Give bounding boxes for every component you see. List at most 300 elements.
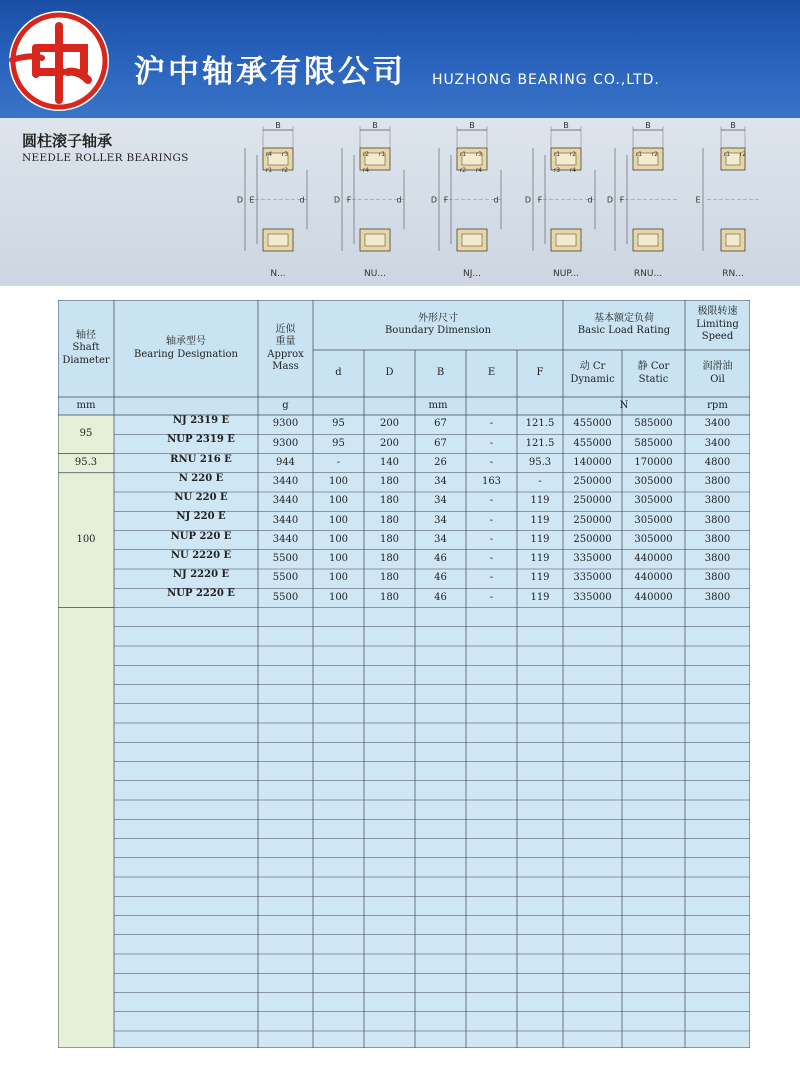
table-cell-designation-text: NJ 220 E bbox=[176, 511, 226, 523]
table-cell-speed-text: 3800 bbox=[704, 476, 731, 488]
section-title-en: NEEDLE ROLLER BEARINGS bbox=[22, 152, 189, 164]
header-static-text: 静 Cor bbox=[637, 361, 670, 372]
header-oil-text: 润滑油 bbox=[702, 361, 733, 372]
table-cell-cor bbox=[622, 434, 685, 453]
company-logo-icon bbox=[6, 8, 112, 114]
table-cell-D-text: 140 bbox=[379, 456, 400, 468]
table-cell-E-text: - bbox=[489, 495, 494, 507]
radius-label: r3 bbox=[553, 167, 561, 174]
table-cell-cr-text: 335000 bbox=[573, 591, 612, 603]
dimension-label: F bbox=[619, 195, 625, 205]
table-cell-designation-text: NUP 2220 E bbox=[167, 588, 235, 600]
table-cell-cr bbox=[563, 473, 622, 492]
table-cell-F-text: 119 bbox=[530, 514, 550, 526]
diagram-2 bbox=[334, 121, 404, 279]
company-name-cn: 沪中轴承有限公司 bbox=[134, 54, 406, 90]
table-cell-F bbox=[517, 454, 563, 473]
radius-label: r2 bbox=[362, 151, 370, 158]
table-cell-E bbox=[466, 531, 517, 550]
table-cell-designation-text: RNU 216 E bbox=[170, 453, 232, 465]
table-cell-cor-text: 440000 bbox=[634, 591, 673, 603]
radius-label: r2 bbox=[739, 151, 747, 158]
header-dim-D-text: D bbox=[385, 367, 394, 379]
table-cell-cr-text: 335000 bbox=[573, 572, 612, 584]
table-cell-designation bbox=[114, 511, 258, 530]
table-cell-cor bbox=[622, 473, 685, 492]
header-designation-text: Bearing Designation bbox=[134, 348, 238, 360]
header-shaft-text: Shaft bbox=[72, 342, 100, 354]
table-cell-mass bbox=[258, 569, 313, 588]
table-cell-B bbox=[415, 415, 466, 434]
table-cell-E bbox=[466, 434, 517, 453]
table-cell-B bbox=[415, 531, 466, 550]
header-load-text: Basic Load Rating bbox=[577, 325, 671, 336]
radius-label: r3 bbox=[281, 151, 289, 158]
table-cell-d bbox=[313, 511, 364, 530]
table-cell-mass-text: 3440 bbox=[272, 476, 299, 488]
header-dynamic-text: Dynamic bbox=[570, 373, 615, 385]
table-cell-cr-text: 455000 bbox=[573, 437, 612, 449]
table-cell-D-text: 180 bbox=[379, 514, 400, 526]
table-cell-D-text: 180 bbox=[379, 591, 400, 603]
dimension-label: d bbox=[493, 195, 499, 205]
header-oil-text: Oil bbox=[710, 373, 725, 385]
unit-mass bbox=[258, 397, 313, 415]
table-cell-B bbox=[415, 588, 466, 607]
table-cell-designation bbox=[114, 492, 258, 511]
table-cell-cor bbox=[622, 415, 685, 434]
radius-label: r1 bbox=[635, 151, 643, 158]
table-cell-E-text: 163 bbox=[481, 476, 502, 488]
header-speed-text: Speed bbox=[701, 331, 734, 343]
table-cell-B-text: 46 bbox=[434, 553, 447, 565]
table-cell-B bbox=[415, 511, 466, 530]
table-cell-F bbox=[517, 434, 563, 453]
table-cell-cr bbox=[563, 454, 622, 473]
table-cell-cr-text: 455000 bbox=[573, 418, 612, 430]
header-speed-text: 极限转速 bbox=[697, 306, 738, 318]
table-cell-F bbox=[517, 473, 563, 492]
radius-label: r1 bbox=[265, 167, 273, 174]
diagram-band bbox=[0, 118, 800, 286]
dimension-label: B bbox=[730, 121, 736, 130]
table-cell-D-text: 180 bbox=[379, 495, 400, 507]
table-cell-cor bbox=[622, 531, 685, 550]
header-dim-d bbox=[313, 350, 364, 397]
dimension-label: D bbox=[430, 195, 438, 205]
diagram-6 bbox=[695, 121, 759, 279]
table-cell-designation bbox=[114, 415, 258, 434]
radius-label: r1 bbox=[378, 151, 386, 158]
table-cell-designation bbox=[114, 569, 258, 588]
dimension-label: d bbox=[396, 195, 402, 205]
table-cell-speed-text: 4800 bbox=[704, 456, 731, 468]
table-cell-F bbox=[517, 588, 563, 607]
table-cell-E-text: - bbox=[489, 418, 494, 430]
table-cell-mass bbox=[258, 511, 313, 530]
table-cell-B-text: 46 bbox=[434, 572, 447, 584]
table-cell-B bbox=[415, 454, 466, 473]
header-mass-text: Approx bbox=[267, 348, 304, 360]
table-cell-B-text: 34 bbox=[434, 495, 447, 507]
table-cell-cor bbox=[622, 569, 685, 588]
bearing-table bbox=[58, 300, 750, 1048]
header-mass-text: 重量 bbox=[275, 336, 296, 347]
table-cell-d-text: 95 bbox=[332, 418, 345, 430]
table-cell-B-text: 46 bbox=[434, 591, 447, 603]
table-cell-cor-text: 440000 bbox=[634, 553, 673, 565]
table-cell-mass-text: 5500 bbox=[272, 572, 299, 584]
table-cell-cor-text: 305000 bbox=[634, 514, 673, 526]
radius-label: r2 bbox=[281, 167, 289, 174]
unit-dims bbox=[313, 397, 563, 415]
dimension-label: E bbox=[249, 195, 255, 205]
table-cell-cr-text: 250000 bbox=[573, 476, 612, 488]
table-cell-B bbox=[415, 434, 466, 453]
table-cell-D-text: 180 bbox=[379, 572, 400, 584]
table-cell-F bbox=[517, 550, 563, 569]
table-cell-speed bbox=[685, 454, 750, 473]
diagram-label: RNU... bbox=[633, 269, 663, 279]
table-cell-B bbox=[415, 492, 466, 511]
table-cell-cr bbox=[563, 492, 622, 511]
table-cell-B-text: 34 bbox=[434, 476, 447, 488]
table-cell-E-text: - bbox=[489, 553, 494, 565]
table-cell-d bbox=[313, 473, 364, 492]
header-shaft bbox=[58, 300, 114, 397]
header-boundary-text: 外形尺寸 bbox=[418, 312, 458, 324]
table-cell-speed bbox=[685, 415, 750, 434]
table-cell-mass bbox=[258, 550, 313, 569]
header-dim-F-text: F bbox=[536, 367, 544, 379]
table-cell-d-text: 100 bbox=[328, 572, 349, 584]
header-dim-B-text: B bbox=[436, 367, 445, 379]
table-cell-cr bbox=[563, 588, 622, 607]
table-cell-cor-text: 305000 bbox=[634, 495, 673, 507]
table-cell-B bbox=[415, 473, 466, 492]
table-cell-d-text: - bbox=[336, 456, 341, 468]
table-cell-d bbox=[313, 434, 364, 453]
radius-label: r2 bbox=[651, 151, 659, 158]
table-cell-E-text: - bbox=[489, 514, 494, 526]
header-shaft-text: 轴径 bbox=[76, 329, 96, 341]
table-cell-E bbox=[466, 454, 517, 473]
header-shaft-text: Diameter bbox=[62, 354, 110, 366]
table-cell-speed bbox=[685, 550, 750, 569]
table-cell-mass-text: 3440 bbox=[272, 495, 299, 507]
radius-label: r3 bbox=[475, 151, 483, 158]
table-cell-E-text: - bbox=[489, 456, 494, 468]
table-cell-speed-text: 3400 bbox=[704, 418, 731, 430]
table-cell-E-text: - bbox=[489, 572, 494, 584]
shaft-diameter-cell bbox=[58, 415, 114, 454]
header-mass bbox=[258, 300, 313, 397]
table-cell-cor-text: 170000 bbox=[634, 456, 673, 468]
table-cell-d-text: 100 bbox=[328, 495, 349, 507]
table-cell-speed bbox=[685, 434, 750, 453]
dimension-label: B bbox=[645, 121, 651, 130]
unit-load-text: N bbox=[619, 399, 629, 411]
table-cell-F-text: 119 bbox=[530, 572, 550, 584]
table-cell-cor-text: 305000 bbox=[634, 476, 673, 488]
table-cell-designation bbox=[114, 434, 258, 453]
header-dynamic-text: 动 Cr bbox=[579, 361, 606, 372]
table-cell-speed-text: 3800 bbox=[704, 572, 731, 584]
unit-shaft bbox=[58, 397, 114, 415]
shaft-diameter-cell bbox=[58, 473, 114, 608]
diagram-label: NUP... bbox=[553, 269, 579, 279]
table-cell-mass bbox=[258, 588, 313, 607]
table-cell-F-text: 119 bbox=[530, 591, 550, 603]
table-cell-d-text: 100 bbox=[328, 553, 349, 565]
table-cell-designation bbox=[114, 531, 258, 550]
table-cell-d bbox=[313, 415, 364, 434]
table-cell-F bbox=[517, 511, 563, 530]
table-cell-mass bbox=[258, 473, 313, 492]
table-cell-D bbox=[364, 588, 415, 607]
header-load bbox=[563, 300, 685, 350]
radius-label: r4 bbox=[475, 167, 483, 174]
table-cell-speed-text: 3800 bbox=[704, 514, 731, 526]
table-cell-speed-text: 3800 bbox=[704, 591, 731, 603]
header-designation-text: 轴承型号 bbox=[166, 336, 206, 347]
header-dynamic bbox=[563, 350, 622, 397]
table-cell-cor-text: 585000 bbox=[634, 418, 673, 430]
table-cell-F-text: 121.5 bbox=[525, 437, 555, 449]
unit-mass-text: g bbox=[282, 399, 289, 411]
dimension-label: D bbox=[236, 195, 244, 205]
dimension-label: D bbox=[606, 195, 614, 205]
dimension-label: D bbox=[333, 195, 341, 205]
table-cell-F-text: 121.5 bbox=[525, 418, 555, 430]
table-cell-D bbox=[364, 434, 415, 453]
dimension-label: D bbox=[524, 195, 532, 205]
table-cell-mass-text: 9300 bbox=[272, 418, 299, 430]
table-cell-designation-text: NU 2220 E bbox=[170, 549, 232, 561]
diagram-label: RN... bbox=[722, 269, 744, 279]
section-title-cn: 圆柱滚子轴承 bbox=[22, 132, 113, 150]
shaft-diameter-cell-text: 95 bbox=[79, 428, 93, 439]
table-cell-d-text: 100 bbox=[328, 591, 349, 603]
header-dim-E-text: E bbox=[487, 367, 496, 379]
table-cell-cr-text: 250000 bbox=[573, 495, 612, 507]
header-oil bbox=[685, 350, 750, 397]
table-cell-F bbox=[517, 415, 563, 434]
table-cell-mass bbox=[258, 454, 313, 473]
table-cell-F bbox=[517, 492, 563, 511]
table-cell-designation-text: NJ 2319 E bbox=[172, 415, 230, 426]
table-cell-D bbox=[364, 473, 415, 492]
table-cell-E-text: - bbox=[489, 437, 494, 449]
radius-label: r1 bbox=[553, 151, 561, 158]
shaft-diameter-cell-text: 100 bbox=[76, 533, 96, 545]
table-cell-cr bbox=[563, 434, 622, 453]
table-cell-speed-text: 3400 bbox=[704, 437, 731, 449]
header-load-text: 基本额定负荷 bbox=[594, 312, 654, 324]
table-cell-designation-text: N 220 E bbox=[178, 472, 224, 484]
table-cell-cor-text: 585000 bbox=[634, 437, 673, 449]
table-cell-cr bbox=[563, 550, 622, 569]
table-cell-cr bbox=[563, 569, 622, 588]
dimension-label: E bbox=[695, 195, 701, 205]
table-cell-D bbox=[364, 415, 415, 434]
table-cell-cor bbox=[622, 511, 685, 530]
table-cell-speed-text: 3800 bbox=[704, 495, 731, 507]
table-cell-cor bbox=[622, 492, 685, 511]
table-cell-D-text: 200 bbox=[379, 418, 400, 430]
diagram-label: NU... bbox=[364, 269, 386, 279]
table-cell-B bbox=[415, 569, 466, 588]
table-cell-designation bbox=[114, 550, 258, 569]
table-cell-E-text: - bbox=[489, 591, 494, 603]
table-cell-d-text: 100 bbox=[328, 476, 349, 488]
table-cell-D bbox=[364, 550, 415, 569]
table-cell-mass bbox=[258, 415, 313, 434]
table-cell-E-text: - bbox=[489, 533, 494, 545]
table-cell-cr bbox=[563, 531, 622, 550]
header-dim-F bbox=[517, 350, 563, 397]
header-mass-text: 近似 bbox=[275, 323, 296, 335]
table-cell-cor-text: 440000 bbox=[634, 572, 673, 584]
table-cell-F-text: 119 bbox=[530, 553, 550, 565]
table-cell-d bbox=[313, 454, 364, 473]
diagram-4 bbox=[525, 121, 595, 279]
table-cell-F-text: 119 bbox=[530, 533, 550, 545]
unit-dims-text: mm bbox=[428, 399, 448, 411]
table-cell-F bbox=[517, 531, 563, 550]
table-cell-designation-text: NUP 220 E bbox=[170, 530, 232, 542]
dimension-label: d bbox=[587, 195, 593, 205]
table-cell-D bbox=[364, 492, 415, 511]
unit-shaft-text: mm bbox=[76, 399, 96, 411]
table-cell-cr-text: 140000 bbox=[573, 456, 612, 468]
table-cell-speed bbox=[685, 588, 750, 607]
dimension-label: F bbox=[537, 195, 543, 205]
table-cell-designation bbox=[114, 473, 258, 492]
dimension-label: F bbox=[443, 195, 449, 205]
table-cell-cor-text: 305000 bbox=[634, 533, 673, 545]
table-cell-E bbox=[466, 492, 517, 511]
table-cell-d bbox=[313, 492, 364, 511]
table-cell-D bbox=[364, 454, 415, 473]
dimension-label: B bbox=[469, 121, 475, 130]
table-cell-mass-text: 3440 bbox=[272, 514, 299, 526]
table-cell-mass-text: 944 bbox=[275, 456, 296, 468]
table-cell-mass-text: 9300 bbox=[272, 437, 299, 449]
radius-label: r4 bbox=[569, 167, 577, 174]
table-cell-F-text: 95.3 bbox=[528, 456, 552, 468]
header-speed bbox=[685, 300, 750, 350]
table-cell-mass bbox=[258, 492, 313, 511]
diagram-1 bbox=[237, 121, 307, 279]
table-cell-d bbox=[313, 569, 364, 588]
table-cell-E bbox=[466, 473, 517, 492]
header-boundary bbox=[313, 300, 563, 350]
table-cell-D bbox=[364, 531, 415, 550]
table-cell-d-text: 95 bbox=[332, 437, 345, 449]
header-dim-B bbox=[415, 350, 466, 397]
header-dim-d-text: d bbox=[335, 367, 342, 379]
table-cell-speed bbox=[685, 492, 750, 511]
header-dim-D bbox=[364, 350, 415, 397]
table-cell-speed bbox=[685, 511, 750, 530]
table-cell-speed bbox=[685, 473, 750, 492]
table-cell-B-text: 34 bbox=[434, 514, 447, 526]
table-cell-D-text: 180 bbox=[379, 553, 400, 565]
table-cell-cor bbox=[622, 454, 685, 473]
diagram-label: N... bbox=[270, 269, 286, 279]
radius-label: r4 bbox=[265, 151, 273, 158]
table-cell-cr-text: 335000 bbox=[573, 553, 612, 565]
unit-load bbox=[563, 397, 685, 415]
table-cell-E bbox=[466, 415, 517, 434]
table-cell-D-text: 180 bbox=[379, 476, 400, 488]
table-cell-E bbox=[466, 588, 517, 607]
table-cell-cr-text: 250000 bbox=[573, 533, 612, 545]
dimension-label: B bbox=[275, 121, 281, 130]
table-cell-B-text: 34 bbox=[434, 533, 447, 545]
header-speed-text: Limiting bbox=[696, 318, 739, 330]
header-boundary-text: Boundary Dimension bbox=[384, 325, 492, 336]
table-cell-F bbox=[517, 569, 563, 588]
shaft-diameter-cell-text: 95.3 bbox=[74, 456, 98, 468]
table-cell-d bbox=[313, 588, 364, 607]
header-static bbox=[622, 350, 685, 397]
table-cell-d bbox=[313, 531, 364, 550]
table-cell-mass bbox=[258, 434, 313, 453]
table-cell-D-text: 200 bbox=[379, 437, 400, 449]
radius-label: r1 bbox=[723, 151, 731, 158]
dimension-label: B bbox=[563, 121, 569, 130]
radius-label: r1 bbox=[459, 151, 467, 158]
table-cell-E bbox=[466, 550, 517, 569]
table-cell-B-text: 67 bbox=[434, 418, 447, 430]
table-cell-d bbox=[313, 550, 364, 569]
radius-label: r2 bbox=[569, 151, 577, 158]
table-cell-speed-text: 3800 bbox=[704, 533, 731, 545]
table-cell-B-text: 26 bbox=[434, 456, 447, 468]
table-cell-mass-text: 5500 bbox=[272, 553, 299, 565]
table-cell-speed-text: 3800 bbox=[704, 553, 731, 565]
header-designation bbox=[114, 300, 258, 397]
shaft-diameter-cell bbox=[58, 454, 114, 473]
table-cell-mass bbox=[258, 531, 313, 550]
table-cell-cor bbox=[622, 588, 685, 607]
table-cell-cor bbox=[622, 550, 685, 569]
table-cell-mass-text: 3440 bbox=[272, 533, 299, 545]
unit-speed-text: rpm bbox=[707, 399, 728, 411]
table-cell-D bbox=[364, 511, 415, 530]
table-cell-D-text: 180 bbox=[379, 533, 400, 545]
table-cell-cr bbox=[563, 415, 622, 434]
radius-label: r4 bbox=[362, 167, 370, 174]
dimension-label: F bbox=[346, 195, 352, 205]
unit-speed bbox=[685, 397, 750, 415]
bearing-diagrams bbox=[230, 118, 800, 286]
table-cell-D bbox=[364, 569, 415, 588]
table-cell-E bbox=[466, 511, 517, 530]
table-cell-designation bbox=[114, 588, 258, 607]
table-cell-mass-text: 5500 bbox=[272, 591, 299, 603]
dimension-label: B bbox=[372, 121, 378, 130]
table-cell-F-text: - bbox=[538, 476, 542, 488]
radius-label: r2 bbox=[459, 167, 467, 174]
page-header bbox=[0, 0, 800, 118]
diagram-5 bbox=[607, 121, 677, 279]
table-cell-B bbox=[415, 550, 466, 569]
table-cell-designation bbox=[114, 454, 258, 473]
table-cell-designation-text: NUP 2319 E bbox=[167, 434, 235, 446]
